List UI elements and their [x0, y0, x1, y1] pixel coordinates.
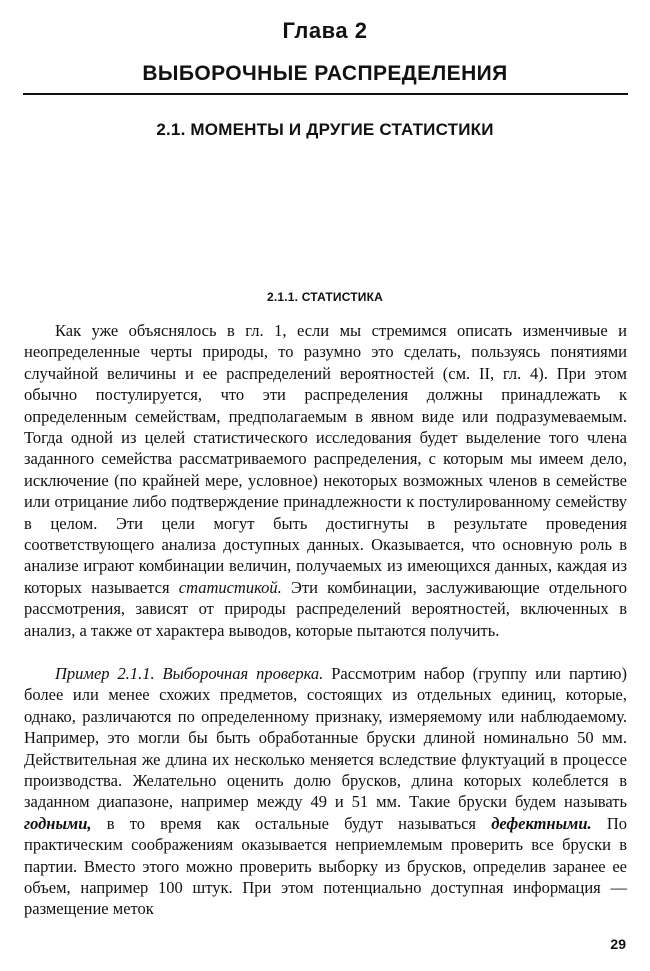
term-defective: дефектными.: [491, 813, 592, 833]
chapter-title: ВЫБОРОЧНЫЕ РАСПРЕДЕЛЕНИЯ: [142, 62, 508, 85]
paragraph-example: [24, 663, 627, 920]
section-title: 2.1. МОМЕНТЫ И ДРУГИЕ СТАТИСТИКИ: [156, 120, 494, 139]
chapter-label: Глава 2: [282, 18, 368, 43]
heading-rule: [23, 93, 628, 95]
page-number: 29: [610, 936, 626, 952]
paragraph-body: [24, 320, 627, 641]
paragraph-text: Как уже объяснялось в гл. 1, если мы стремимся описать изменчивые и неопределенные черты природы, то разумно это сделать, пользуясь понятиями случайной величины и ее распределений вероятностей (см. II, гл. 4). При этом обычно постулируется, что эти распределения должны принадлежать к определенным семействам, предполагаемым в явном виде или подразумеваемым. Тогда одной из целей статистического исследования будет выделение того члена заданного семейства рассматриваемого распределения, с которым мы имеем дело, исключение (по крайней мере, условное) некоторых возможных членов в семействе или отрицание либо подтверждение принадлежности к постулированному семейству в целом. Эти цели могут быть достигнуты в результате проведения соответствующего анализа доступных данных. Оказывается, что основную роль в анализе играют комбинации величин, получаемых из имеющихся данных, каждая из которых называется: [24, 321, 627, 597]
term-statistic: статистикой.: [178, 577, 282, 597]
paragraph-text: По практическим соображениям оказывается неприемлемым проверить все бруски в партии. Вместо этого можно проверить выборку из брусков, определив заранее ее объем, например 100 штук. При этом потенциально доступная информация — размещение меток: [24, 813, 628, 919]
paragraph-text: в то время как остальные будут называться: [106, 813, 477, 833]
paragraph-text: Рассмотрим набор (группу или партию) более или менее схожих предметов, состоящих из отдельных единиц, которые, однако, различаются по определенному признаку, измеряемому или наблюдаемому. Например, это могли бы быть обработанные бруски длиной номинально 50 мм. Действительная же длина их несколько меняется вследствие флуктуаций в процессе производства. Желательно оценить долю брусков, длина которых колеблется в заданном диапазоне, например между 49 и 51 мм. Такие бруски будем называть: [24, 664, 628, 812]
subsection-title: 2.1.1. СТАТИСТИКА: [266, 290, 384, 304]
paragraph-text: Эти комбинации, заслуживающие отдельного рассмотрения, зависят от природы распределений вероятностей, включенных в анализ, а также от характера выводов, которые пытаются получить.: [24, 577, 628, 640]
paragraph-statistics-intro: [24, 320, 627, 641]
term-good: годными,: [24, 813, 92, 833]
paragraph-body: [24, 663, 627, 920]
example-label: Пример 2.1.1. Выборочная проверка.: [55, 664, 324, 683]
